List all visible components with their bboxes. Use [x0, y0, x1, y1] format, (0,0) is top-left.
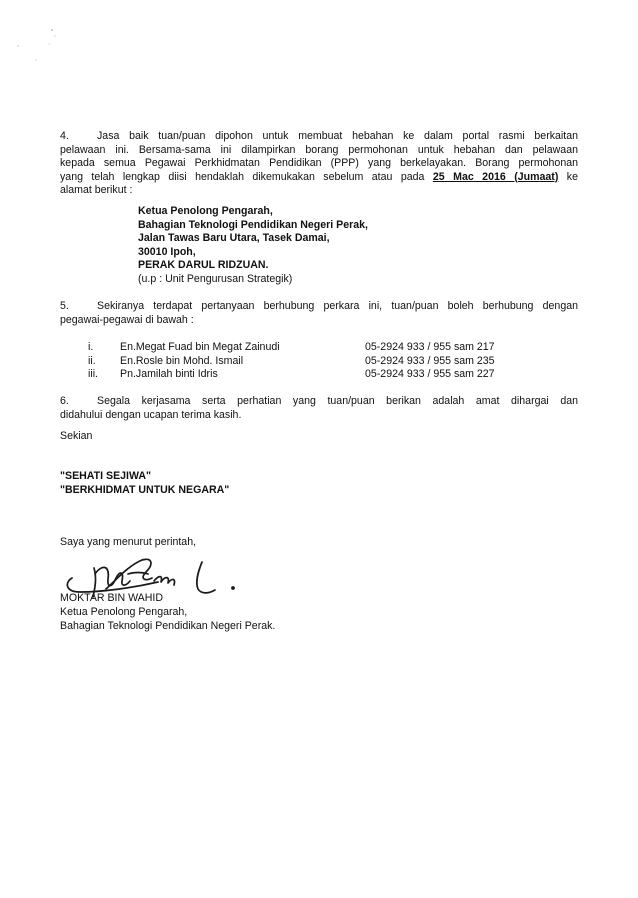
address-block: [138, 205, 368, 287]
paragraph-text: pegawai-pegawai di bawah :: [60, 313, 194, 326]
slogan-line: "SEHATI SEJIWA": [60, 470, 152, 482]
paragraph-text: pelawaan ini. Bersama-sama ini dilampirkan borang permohonan untuk hebahan dan pelawaan: [60, 143, 578, 156]
address-attention: (u.p : Unit Pengurusan Strategik): [138, 272, 293, 285]
contact-name: En.Megat Fuad bin Megat Zainudi: [120, 341, 280, 353]
address-line: PERAK DARUL RIDZUAN.: [138, 259, 269, 272]
paragraph-text: yang telah lengkap diisi hendaklah dikemukakan sebelum atau pada: [60, 170, 433, 183]
paragraph-6: [60, 395, 578, 422]
paragraph-text: Segala kerjasama serta perhatian yang tuan/puan berikan adalah amat dihargai dan: [97, 395, 578, 407]
slogan-line: "BERKHIDMAT UNTUK NEGARA": [60, 484, 230, 496]
contact-list: [88, 341, 528, 382]
address-line: Ketua Penolong Pengarah,: [138, 205, 273, 217]
list-item: [88, 341, 528, 355]
paragraph-4: [60, 130, 578, 198]
list-marker: iii.: [88, 368, 99, 381]
paragraph-text: kepada semua Pegawai Perkhidmatan Pendidikan (PPP) yang berkelayakan. Borang permohonan: [60, 157, 578, 170]
signatory-department: Bahagian Teknologi Pendidikan Negeri Perak.: [60, 620, 276, 632]
paragraph-text: ke: [558, 170, 578, 183]
contact-name: En.Rosle bin Mohd. Ismail: [120, 354, 244, 367]
contact-name: Pn.Jamilah binti Idris: [120, 368, 218, 381]
closing-text: Sekian: [60, 430, 93, 442]
paragraph-text: didahului dengan ucapan terima kasih.: [60, 408, 242, 421]
scan-specks: [0, 0, 80, 80]
list-marker: i.: [88, 341, 94, 353]
paragraph-text: Sekiranya terdapat pertanyaan berhubung perkara ini, tuan/puan boleh berhubung dengan: [97, 300, 578, 312]
contact-phone: 05-2924 933 / 955 sam 227: [365, 368, 495, 381]
paragraph-number: 5.: [60, 300, 69, 312]
contact-phone: 05-2924 933 / 955 sam 235: [365, 354, 495, 367]
deadline-date: 25 Mac 2016 (Jumaat): [432, 170, 559, 183]
paragraph-text: alamat berikut :: [60, 184, 133, 197]
list-marker: ii.: [88, 354, 96, 367]
signatory-title: Ketua Penolong Pengarah,: [60, 606, 188, 618]
address-line: Bahagian Teknologi Pendidikan Negeri Perak,: [138, 218, 368, 231]
contact-phone: 05-2924 933 / 955 sam 217: [365, 341, 495, 353]
list-item: [88, 368, 528, 382]
paragraph-text: Jasa baik tuan/puan dipohon untuk membuat hebahan ke dalam portal rasmi berkaitan: [97, 130, 578, 142]
list-item: [88, 355, 528, 369]
paragraph-5: [60, 300, 578, 327]
paragraph-number: 4.: [60, 130, 69, 142]
address-line: 30010 Ipoh,: [138, 245, 196, 258]
saya-text: Saya yang menurut perintah,: [60, 536, 197, 548]
signatory-name: MOKTAR BIN WAHID: [60, 592, 163, 604]
address-line: Jalan Tawas Baru Utara, Tasek Damai,: [138, 232, 330, 245]
paragraph-number: 6.: [60, 395, 69, 407]
